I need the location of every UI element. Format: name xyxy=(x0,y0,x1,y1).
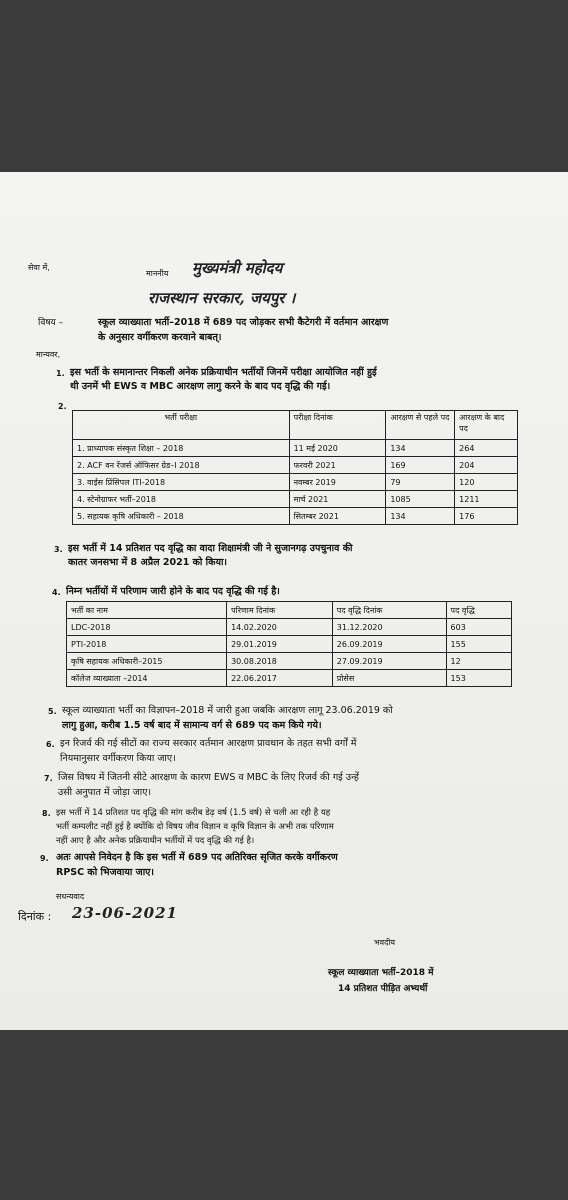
table-cell: 31.12.2020 xyxy=(332,619,446,636)
salutation: सेवा में, xyxy=(28,263,50,272)
point-1-line-1: इस भर्ती के समानान्तर निकली अनेक प्रक्रियाधीन भर्तीयों जिनमें परीक्षा आयोजित नहीं हुई xyxy=(70,367,377,378)
point-7-number: 7. xyxy=(44,774,53,783)
table-row xyxy=(73,491,518,508)
point-9-number: 9. xyxy=(40,854,49,863)
table-cell: मार्च 2021 xyxy=(289,491,386,508)
table-cell: फरवरी 2021 xyxy=(289,457,386,474)
table-cell: 120 xyxy=(455,474,518,491)
bottom-dark-band xyxy=(0,1030,568,1200)
table-cell: 11 मई 2020 xyxy=(289,440,386,457)
table-cell: 1085 xyxy=(386,491,455,508)
greeting: मान्यवर, xyxy=(36,350,61,359)
point-3-line-1: इस भर्ती में 14 प्रतिशत पद वृद्धि का वादा शिक्षामंत्री जी ने सुजानगढ़ उपचुनाव की xyxy=(68,543,353,554)
table-row xyxy=(67,670,512,687)
table-cell: 22.06.2017 xyxy=(227,670,333,687)
point-4-line-1: निम्न भर्तीयों में परिणाम जारी होने के बाद पद वृद्धि की गई है। xyxy=(66,586,280,597)
table-cell: प्रोसेस xyxy=(332,670,446,687)
table-row xyxy=(73,457,518,474)
table-cell: 3. वाईस प्रिंसिपल ITI-2018 xyxy=(73,474,290,491)
header-cell: आरक्षण से पहले पद xyxy=(386,411,455,440)
top-dark-band xyxy=(0,0,568,172)
point-9-line-1: अतः आपसे निवेदन है कि इस भर्ती में 689 पद अतिरिक्त सृजित करके वर्गीकरण xyxy=(56,852,338,863)
table-cell: LDC-2018 xyxy=(67,619,227,636)
table-cell: 153 xyxy=(446,670,511,687)
point-6-line-1: इन रिजर्व की गई सीटों का राज्य सरकार वर्तमान आरक्षण प्रावधान के तहत सभी वर्गों में xyxy=(60,738,357,749)
table-row xyxy=(67,619,512,636)
table-cell: 5. सहायक कृषि अधिकारी – 2018 xyxy=(73,508,290,525)
header-cell: परिणाम दिनांक xyxy=(227,602,333,619)
table-cell: PTI-2018 xyxy=(67,636,227,653)
table-cell: सितम्बर 2021 xyxy=(289,508,386,525)
header-cell: पद वृद्धि xyxy=(446,602,511,619)
point-1-number: 1. xyxy=(56,369,65,378)
thanks: सधन्यवाद xyxy=(56,892,85,901)
point-8-line-1: इस भर्ती में 14 प्रतिशत पद वृद्धि की मांग करीब डेढ़ वर्ष (1.5 वर्ष) से चली आ रही है यह xyxy=(56,808,331,818)
table-cell: 14.02.2020 xyxy=(227,619,333,636)
table-row xyxy=(67,636,512,653)
point-6-number: 6. xyxy=(46,740,55,749)
point-9-line-2: RPSC को भिजवाया जाए। xyxy=(56,867,155,878)
letter-document xyxy=(0,172,568,1030)
table-cell: 27.09.2019 xyxy=(332,653,446,670)
header-cell: भर्ती परीक्षा xyxy=(73,411,290,440)
table-cell: 26.09.2019 xyxy=(332,636,446,653)
point-3-number: 3. xyxy=(54,545,63,554)
table-cell: 204 xyxy=(455,457,518,474)
table-cell: 30.08.2018 xyxy=(227,653,333,670)
point-5-line-1: स्कूल व्याख्याता भर्ती का विज्ञापन–2018 में जारी हुआ जबकि आरक्षण लागू 23.06.2019 को xyxy=(62,705,393,716)
table-cell: 12 xyxy=(446,653,511,670)
header-cell: परीक्षा दिनांक xyxy=(289,411,386,440)
point-5-number: 5. xyxy=(48,707,57,716)
point-8-number: 8. xyxy=(42,809,51,818)
result-table xyxy=(66,601,512,687)
table-cell: 134 xyxy=(386,440,455,457)
table-cell: 169 xyxy=(386,457,455,474)
header-cell: पद वृद्धि दिनांक xyxy=(332,602,446,619)
recipient-address: राजस्थान सरकार, जयपुर । xyxy=(148,289,296,307)
table-cell: कॉलेज व्याख्याता –2014 xyxy=(67,670,227,687)
yours: भवदीय xyxy=(374,938,396,947)
point-7-line-2: उसी अनुपात में जोड़ा जाए। xyxy=(58,787,152,798)
table-header-row xyxy=(67,602,512,619)
table-header-row xyxy=(73,411,518,440)
table-cell: 134 xyxy=(386,508,455,525)
header-cell: आरक्षण के बाद पद xyxy=(455,411,518,440)
sender-line-2: 14 प्रतिशत पीड़ित अभ्यर्थी xyxy=(338,984,428,994)
date-label: दिनांक : xyxy=(18,910,52,923)
table-cell: 1211 xyxy=(455,491,518,508)
table-cell: 1. प्राध्यापक संस्कृत शिक्षा – 2018 xyxy=(73,440,290,457)
point-3-line-2: कातर जनसभा में 8 अप्रैल 2021 को किया। xyxy=(68,557,228,568)
point-2-number: 2. xyxy=(58,402,67,411)
point-6-line-2: नियमानुसार वर्गीकरण किया जाए। xyxy=(60,753,176,764)
date-value: 23-06-2021 xyxy=(72,904,178,922)
table-row xyxy=(73,440,518,457)
point-7-line-1: जिस विषय में जितनी सीटे आरक्षण के कारण EWS व MBC के लिए रिजर्व की गई उन्हें xyxy=(58,772,359,783)
table-cell: 603 xyxy=(446,619,511,636)
point-5-line-2: लागु हुआ, करीब 1.5 वर्ष बाद में सामान्य वर्ग से 689 पद कम किये गये। xyxy=(62,720,322,731)
table-cell: कृषि सहायक अधिकारी–2015 xyxy=(67,653,227,670)
sender-line-1: स्कूल व्याख्याता भर्ती–2018 में xyxy=(328,968,434,978)
recipient-name: मुख्यमंत्री महोदय xyxy=(192,259,283,277)
subject-line-1: स्कूल व्याख्याता भर्ती–2018 में 689 पद जोड़कर सभी कैटेगरी में वर्तमान आरक्षण xyxy=(98,317,389,328)
table-row xyxy=(73,508,518,525)
recruitment-table xyxy=(72,410,518,525)
table-cell: 79 xyxy=(386,474,455,491)
table-cell: 176 xyxy=(455,508,518,525)
header-cell: भर्ती का नाम xyxy=(67,602,227,619)
recipient-prefix: माननीय xyxy=(146,269,169,278)
table-row xyxy=(67,653,512,670)
table-cell: 4. स्टेनोग्राफर भर्ती–2018 xyxy=(73,491,290,508)
subject-line-2: के अनुसार वर्गीकरण करवाने बाबत्। xyxy=(98,332,222,343)
table-cell: नवम्बर 2019 xyxy=(289,474,386,491)
table-row xyxy=(73,474,518,491)
point-8-line-2: भर्ती कम्पलीट नहीं हुई है क्योंकि दो विषय जीव विज्ञान व कृषि विज्ञान के अभी तक परिणाम xyxy=(56,822,334,832)
subject-label: विषय – xyxy=(38,318,64,328)
point-4-number: 4. xyxy=(52,588,61,597)
point-1-line-2: थी उनमें भी EWS व MBC आरक्षण लागु करने के बाद पद वृद्धि की गई। xyxy=(70,381,331,392)
table-cell: 29.01.2019 xyxy=(227,636,333,653)
table-cell: 155 xyxy=(446,636,511,653)
table-cell: 2. ACF वन रेंजर्स ऑफिसर ग्रेड–I 2018 xyxy=(73,457,290,474)
table-cell: 264 xyxy=(455,440,518,457)
point-8-line-3: नहीं आए है और अनेक प्रक्रियाधीन भर्तीयों में पद वृद्धि की गई है। xyxy=(56,836,255,846)
